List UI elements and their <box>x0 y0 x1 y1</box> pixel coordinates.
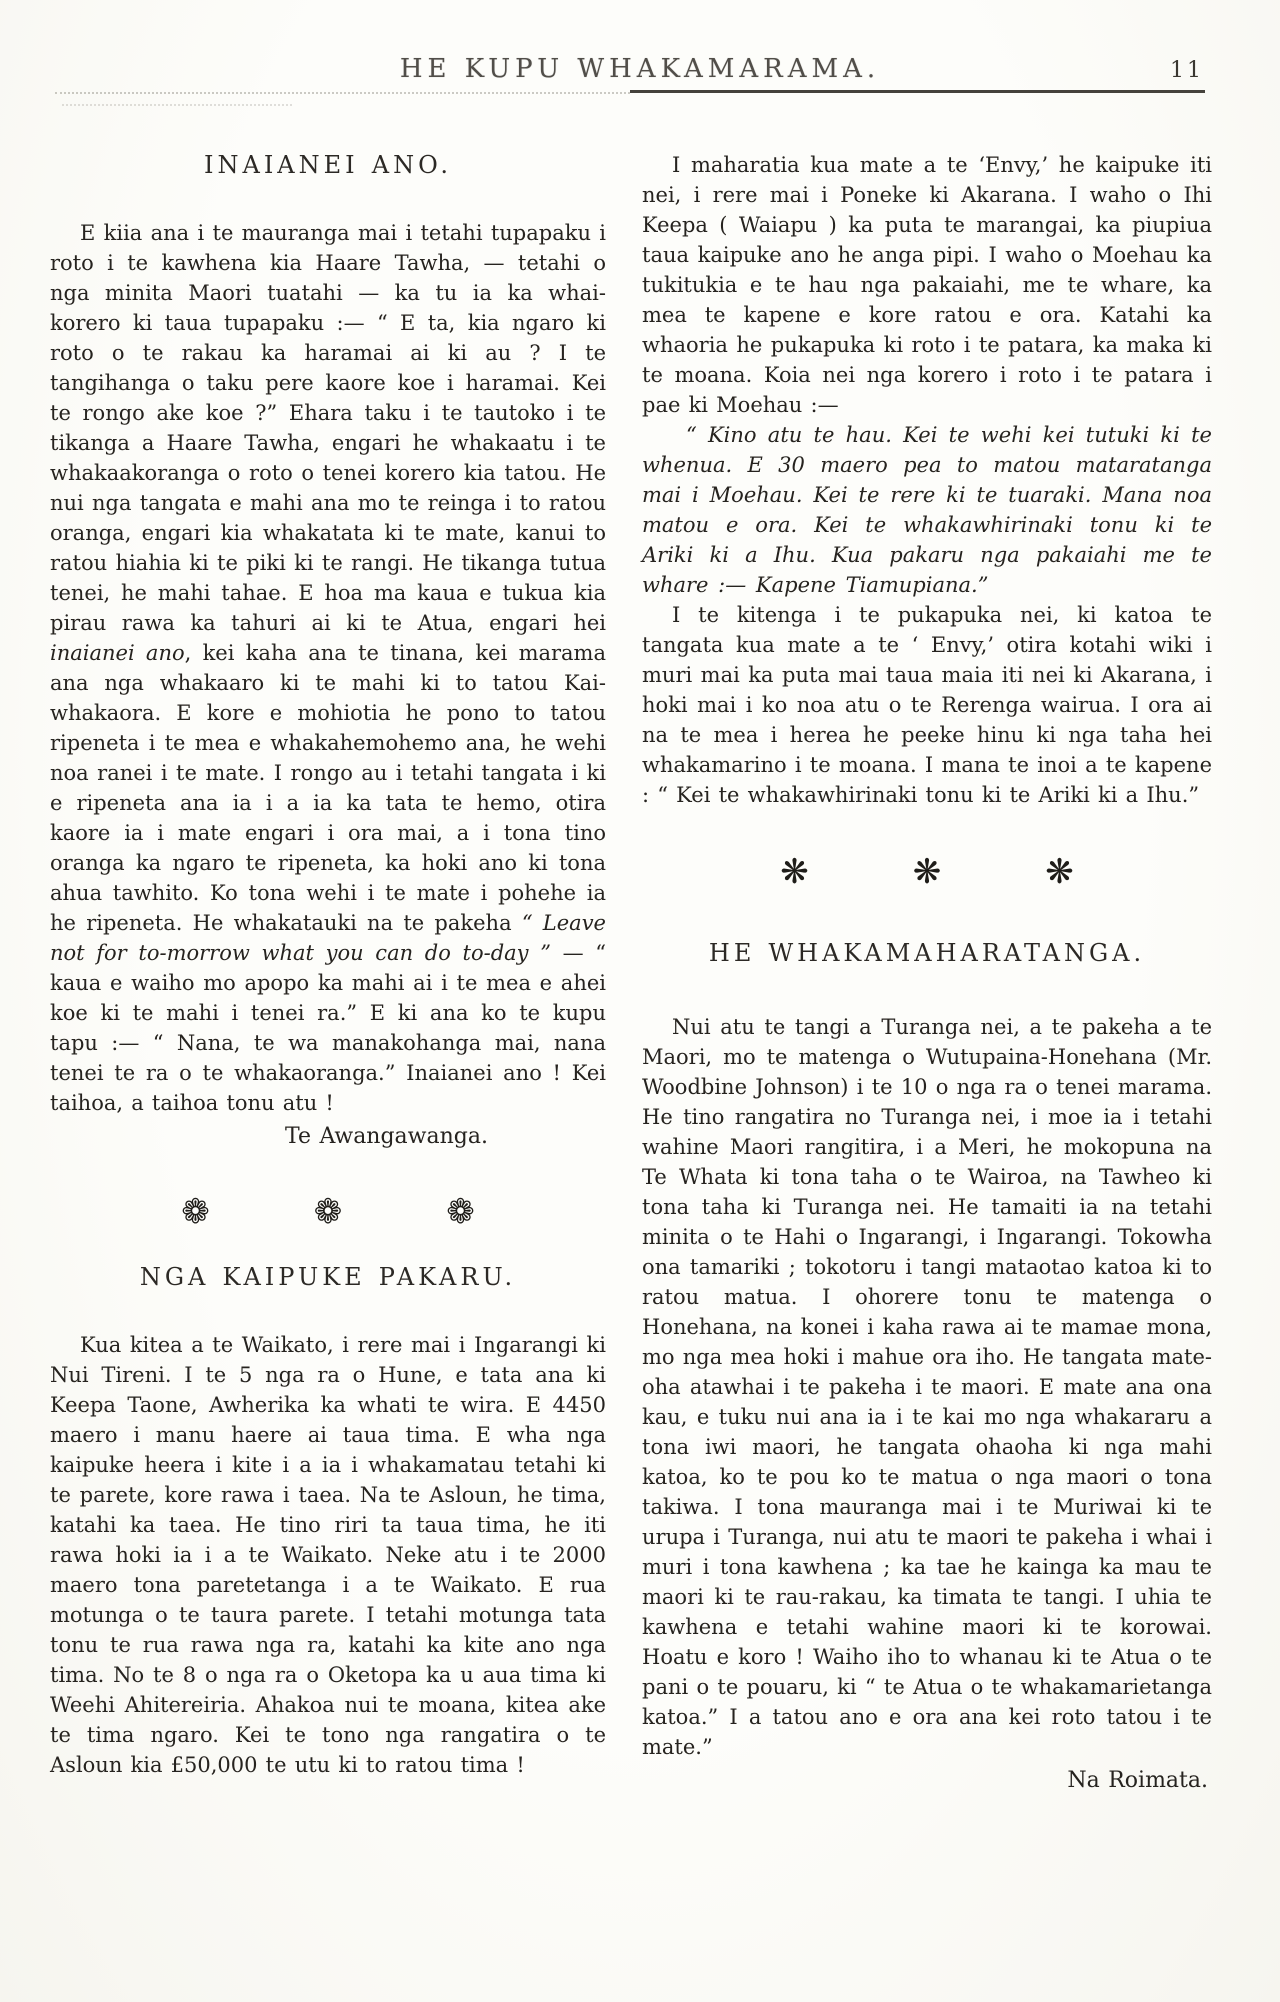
letter-quote-paragraph: “ Kino atu te hau. Kei te wehi kei tutuki ki te whenua. E 30 maero pea to matou mataratanga mai i Moehau. Kei te rere ki te tuaraki. Mana noa matou e ora. Kei te whakawhirinaki tonu ki te Ariki ki a Ihu. Kua pakaru nga pakaiahi me te whare :— Kapene Tiamupiana.” <box>642 423 1212 597</box>
signature: Na Roimata. <box>1067 1768 1208 1793</box>
floral-fleuron-icon: ❁ <box>181 1192 210 1232</box>
left-column <box>50 150 606 1796</box>
section-heading: INAIANEI ANO. <box>204 151 452 179</box>
floral-fleuron-icon: ❁ <box>446 1192 475 1232</box>
running-title: HE KUPU WHAKAMARAMA. <box>399 54 881 84</box>
header-rule-dark-segment <box>630 90 1205 94</box>
page-number: 11 <box>1170 58 1204 83</box>
signature: Te Awangawanga. <box>284 1124 488 1149</box>
pinwheel-fleuron-icon: ❋ <box>780 852 809 892</box>
floral-fleuron-icon: ❁ <box>313 1192 343 1232</box>
section-heading: NGA KAIPUKE PAKARU. <box>139 1263 517 1291</box>
ornament-row <box>50 1192 606 1232</box>
paragraph: Kua kitea a te Waikato, i rere mai i Ingarangi ki Nui Tireni. I te 5 nga ra o Hune, e tata ana ki Keepa Taone, Awherika ka whati te wira. E 4450 maero i manu haere ai taua tima. E wha nga kaipuke heera i kite i a ia i whakamatau tetahi ki te parete, kore rawa i taea. Na te Asloun, he tima, katahi ka taea. He tino riri ta taua tima, he iti rawa hoki ia i a te Waikato. Neke atu i te 2000 maero tona paretetanga i a te Waikato. E rua motunga o te taura parete. I tetahi motunga tata tonu te rua rawa nga ra, katahi ka kite ano nga tima. No te 8 o nga ra o Oketopa ka u aua tima ki Weehi Ahitereiria. Ahakoa nui te moana, kitea ake te tima ngaro. Kei te tono nga rangatira o te Asloun kia £50,000 te utu ki to ratou tima ! <box>50 1333 606 1777</box>
pinwheel-fleuron-icon: ❋ <box>1045 852 1074 892</box>
header-rule-artifact <box>62 104 292 106</box>
ornament-row <box>642 852 1212 892</box>
right-column <box>642 150 1212 1796</box>
paragraph: E kiia ana i te mauranga mai i tetahi tupapaku i roto i te kawhena kia Haare Tawha, — tetahi o nga minita Maori tuatahi — ka tu ia ka whai-korero ki taua tupapaku :— “ E ta, kia ngaro ki roto o te rakau ka haramai ai ki au ? I te tangihanga o taku pere kaore koe i haramai. Kei te rongo ake koe ?” Ehara taku i te tautoko i te tikanga a Haare Tawha, engari he whakaatu i te whakaakoranga o roto o tenei korero kia tatou. He nui nga tangata e mahi ana mo te reinga i to ratou oranga, engari kia whakatata ki te mate, kanui to ratou hiahia ki te piki ki te rangi. He tikanga tutua tenei, he mahi tahae. E hoa ma kaua e tukua kia pirau rawa ka tahuri ai ki te Atua, engari hei inaianei ano, kei kaha ana te tinana, kei marama ana nga whakaaro ki te mahi ki to tatou Kai-whakaora. E kore e mohiotia he pono to tatou ripeneta i te mea e whakahemohemo ana, he wehi noa ranei i te mate. I rongo au i tetahi tangata i ki e ripeneta ana ia i a ia ka tata te hemo, otira kaore ia i mate engari i ora mai, a i tona tino oranga ka ngaro te ripeneta, ka hoki ano ki tona ahua tawhito. Ko tona wehi i te mate i pohehe ia he ripeneta. He whakatauki na te pakeha “ Leave not for to-morrow what you can do to-day ” — “ kaua e waiho mo apopo ka mahi ai i te mea e ahei koe ki te mahi i tenei ra.” E ki ana ko te kupu tapu :— “ Nana, te wa manakohanga mai, nana tenei te ra o te whakaoranga.” Inaianei ano ! Kei taihoa, a taihoa tonu atu ! <box>50 221 607 1115</box>
pinwheel-fleuron-icon: ❋ <box>912 852 942 892</box>
two-column-layout <box>50 150 1212 1796</box>
paragraph: Nui atu te tangi a Turanga nei, a te pakeha a te Maori, mo te matenga o Wutupaina-Honehana (Mr. Woodbine Johnson) i te 10 o nga ra o tenei marama. He tino rangatira no Turanga nei, i moe ia i tetahi wahine Maori rangitira, i a Meri, he mokopuna na Te Whata ki tona taha o te Wairoa, na Tawheo ki tona taha ki Turanga nei. He tamaiti ia na tetahi minita o te Hahi o Ingarangi, i Ingarangi. Tokowha ona tamariki ; tokotoru i tangi mataotao katoa ki to ratou matua. I ohorere tonu te matenga o Honehana, na konei i kaha rawa ai te mamae mona, mo nga mea hoki i mahue ora iho. He tangata mate-oha atawhai i te pakeha i te maori. E mate ana ona kau, e tuku nui ana ia i te kai mo nga whakararu a tona iwi maori, he tangata ohaoha ki nga mahi katoa, ko te pou ko te matua o nga maori o tona takiwa. I tona mauranga mai i te Muriwai ki te urupa i Turanga, nui atu te maori te pakeha i whai i muri i tona kawhena ; ka tae he kainga ka mau te maori ki te rau-rakau, ka timata te tangi. I uhia te kawhena e tetahi wahine maori ki te korowai. Hoatu e koro ! Waiho iho to whanau ki te Atua o te pani o te pouaru, ki “ te Atua o te whakamarietanga katoa.” I a tatou ano e ora ana kei roto tatou i te mate.” <box>642 1015 1212 1759</box>
header-rule <box>55 90 1205 94</box>
paragraph: I te kitenga i te pukapuka nei, ki katoa te tangata kua mate a te ‘ Envy,’ otira kotahi wiki i muri mai ka puta mai taua maia iti nei ki Akarana, i hoki mai i ko noa atu o te Rerenga wairua. I ora ai na te mea i herea he peeke hinu ki nga taha hei whakamarino i te moana. I mana te inoi a te kapene : “ Kei te whakawhirinaki tonu ki te Ariki ki a Ihu.” <box>642 603 1212 807</box>
section-heading: HE WHAKAMAHARATANGA. <box>708 939 1146 967</box>
header-rule-faint-segment <box>55 92 630 94</box>
paragraph: I maharatia kua mate a te ‘Envy,’ he kaipuke iti nei, i rere mai i Poneke ki Akarana. I waho o Ihi Keepa ( Waiapu ) ka puta te marangai, ka piupiua taua kaipuke ano he anga pipi. I waho o Moehau ka tukitukia e te hau nga pakaiahi, me te whare, ka mea te kapene e kore ratou e ora. Katahi ka whaoria he pukapuka ki roto i te patara, ka maka ki te moana. Koia nei nga korero i roto i te patara i pae ki Moehau :— <box>642 153 1212 417</box>
